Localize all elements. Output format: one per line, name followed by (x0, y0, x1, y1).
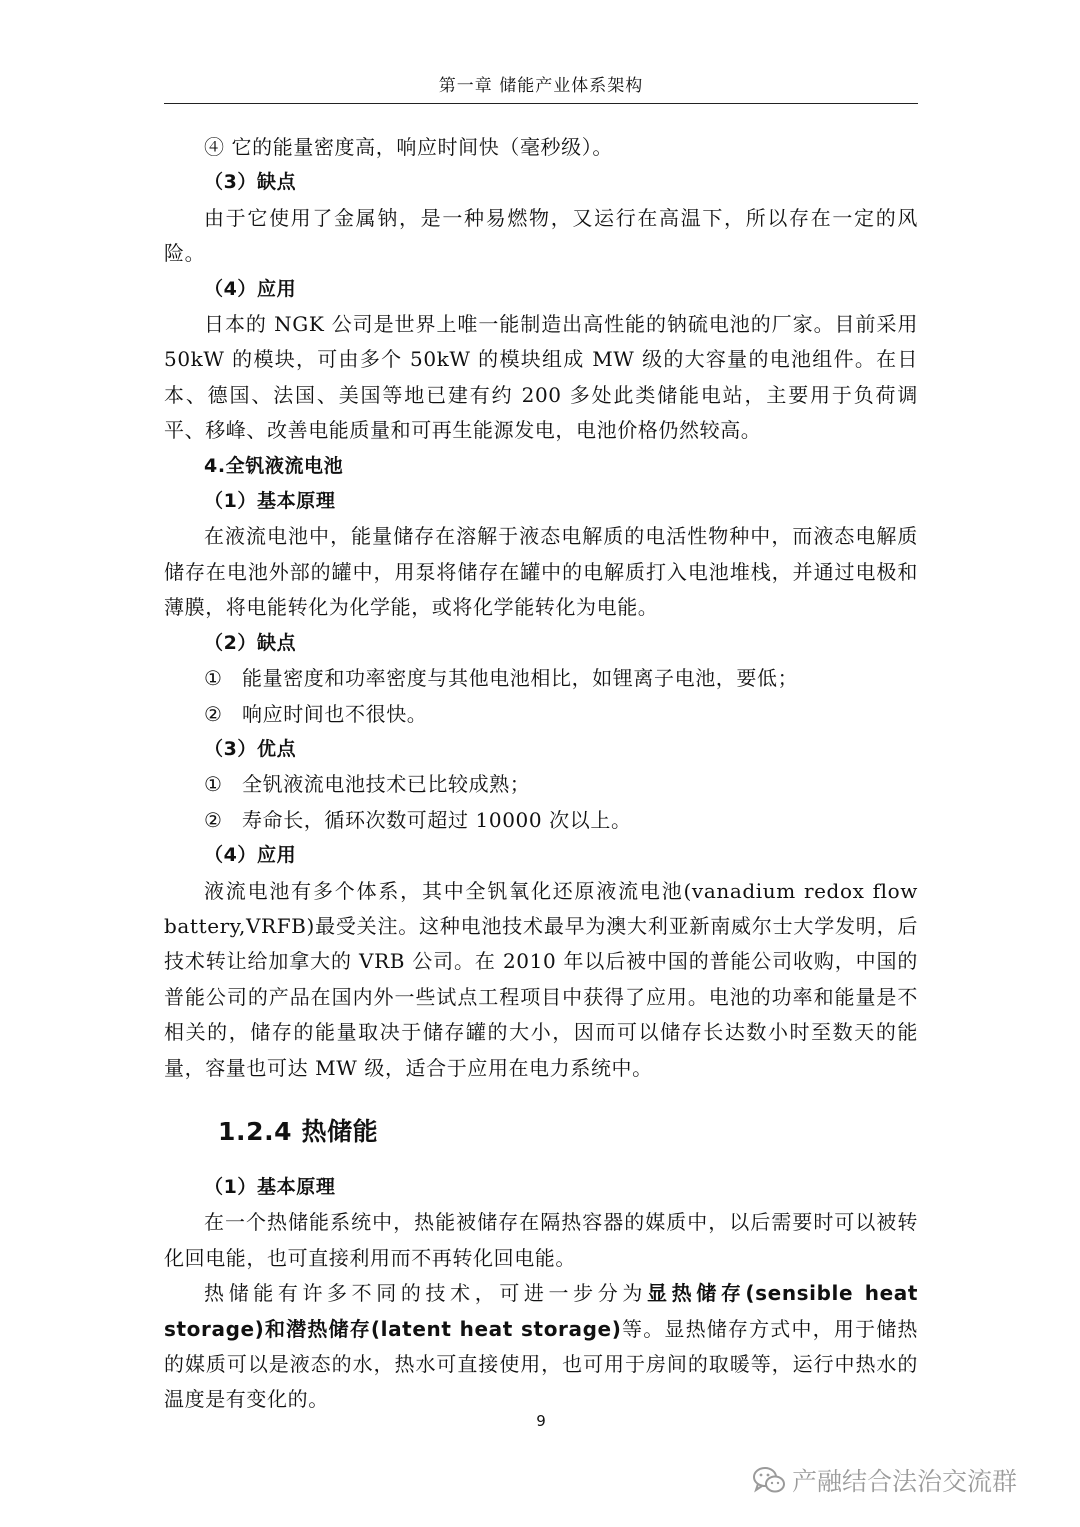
subheading: （3）缺点 (204, 171, 297, 194)
list-text: 能量密度和功率密度与其他电池相比，如锂离子电池，要低； (242, 666, 799, 691)
list-item: ④ 它的能量密度高，响应时间快（毫秒级）。 (204, 135, 613, 159)
page-number: 9 (536, 1412, 546, 1430)
subheading: （2）缺点 (204, 631, 297, 654)
list-item (164, 661, 918, 696)
section-heading: 4.全钒液流电池 (204, 454, 344, 477)
subheading: （3）优点 (204, 737, 297, 760)
paragraph: 在液流电池中，能量储存在溶解于液态电解质的电活性物种中，而液态电解质储存在电池外部的罐中，用泵将储存在罐中的电解质打入电池堆栈，并通过电极和薄膜，将电能转化为化学能，或将化学能转化为电能。 (164, 524, 918, 620)
list-text: 响应时间也不很快。 (242, 701, 428, 726)
running-header: 第一章 储能产业体系架构 (438, 76, 644, 96)
list-text: 寿命长，循环次数可超过 10000 次以上。 (242, 807, 632, 832)
watermark-text: 产融结合法治交流群 (792, 1467, 1018, 1496)
list-number: ② (204, 807, 223, 832)
list-number: ① (204, 666, 223, 691)
wechat-icon (752, 1465, 786, 1495)
paragraph: 在一个热储能系统中，热能被储存在隔热容器的媒质中，以后需要时可以被转化回电能，也可直接利用而不再转化回电能。 (164, 1210, 918, 1270)
subheading: （4）应用 (204, 277, 297, 300)
subheading: （1）基本原理 (204, 1175, 336, 1198)
list-item (164, 767, 918, 802)
text-run: 等。显热储存方式中，用于储热的媒质可以是液态的水，热水可直接使用，也可用于房间的取暖等，运行中热水的温度是有变化的。 (164, 1316, 918, 1412)
paragraph (164, 1276, 918, 1418)
section-title: 1.2.4 热储能 (218, 1116, 379, 1146)
list-number: ② (204, 701, 223, 726)
paragraph: 由于它使用了金属钠，是一种易燃物，又运行在高温下，所以存在一定的风险。 (164, 205, 918, 266)
subheading: （4）应用 (204, 844, 297, 867)
list-item (164, 697, 918, 732)
bold-term: 显热储存(sensible heat storage)和潜热储存(latent heat storage) (164, 1281, 918, 1341)
document-body (164, 130, 918, 1418)
header-rule (164, 103, 918, 104)
subheading: （1）基本原理 (204, 490, 336, 513)
list-text: 全钒液流电池技术已比较成熟； (242, 772, 531, 797)
watermark (752, 1462, 1017, 1498)
list-number: ① (204, 772, 223, 797)
list-item (164, 803, 918, 838)
paragraph: 日本的 NGK 公司是世界上唯一能制造出高性能的钠硫电池的厂家。目前采用 50kW 的模块，可由多个 50kW 的模块组成 MW 级的大容量的电池组件。在日本、德国、法国、美国等地已建有约 200 多处此类储能电站，主要用于负荷调平、移峰、改善电能质量和可再生能源发电，电池价格仍然较高。 (164, 312, 918, 443)
paragraph: 液流电池有多个体系，其中全钒氧化还原液流电池(vanadium redox flow battery,VRFB)最受关注。这种电池技术最早为澳大利亚新南威尔士大学发明，后技术转让给加拿大的 VRB 公司。在 2010 年以后被中国的普能公司收购，中国的普能公司的产品在国内外一些试点工程项目中获得了应用。电池的功率和能量是不相关的，储存的能量取决于储存罐的大小，因而可以储存长达数小时至数天的能量，容量也可达 MW 级，适合于应用在电力系统中。 (164, 878, 918, 1080)
text-run: 热储能有许多不同的技术，可进一步分为 (204, 1281, 647, 1306)
document-page (164, 0, 918, 1527)
